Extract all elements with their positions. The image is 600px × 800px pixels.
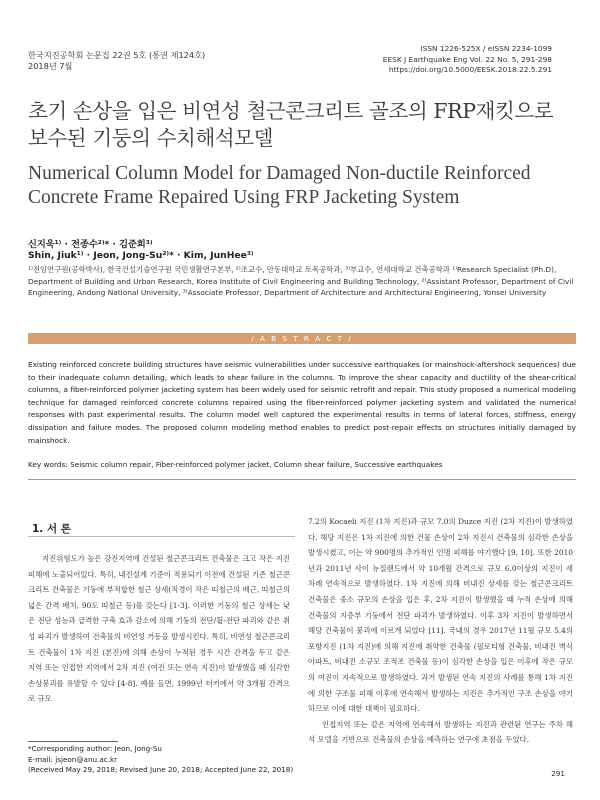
affiliations: ¹⁾전임연구원(공학박사), 한국건설기술연구원 국민생활연구본부, ²⁾조교수, 안동대학교 토목공학과, ³⁾부교수, 연세대학교 건축공학과 ¹⁾Research Specialist (Ph.D), Department of Building and Urban Research, Korea Institute of Civil Engineering and Building Technology, ²⁾Assistant Professor, Department of Civil Engineering, Andong National University, ³⁾Associate Professor, Department of Architecture and Architectural Engineering, Yonsei University xyxy=(28,265,574,298)
authors-korean: 신지욱¹⁾ · 전종수²⁾* · 김준희³⁾ xyxy=(28,239,153,250)
keywords-label: Key words: xyxy=(28,460,68,469)
page-number: 291 xyxy=(551,769,565,778)
abstract-banner xyxy=(28,333,576,344)
email: E-mail: jsjeon@anu.ac.kr xyxy=(28,754,118,764)
body-left-column xyxy=(28,551,290,707)
body-right-column xyxy=(308,514,573,748)
issn: ISSN 1226-525X / eISSN 2234-1099 xyxy=(420,44,552,53)
paragraph: 인접지역 또는 같은 지역에 연속해서 발생하는 지진과 관련된 연구는 주차 해석 모델을 기반으로 건축물의 손상을 예측하는 연구에 초점을 두었다. xyxy=(308,719,573,745)
abstract-text: Existing reinforced concrete building structures have seismic vulnerabilities under successive earthquakes (or mainshock-aftershock sequences) due to their inadequate column detailing, which leads to shear failure in the columns. To improve the shear capacity and ductility of the shear-critical columns, a fiber-reinforced polymer jacketing system has been widely used for seismic retrofit and repair. This study proposed a numerical modeling technique for damaged reinforced concrete columns repaired using the fiber-reinforced polymer jacketing system and validated the numerical responses with past experimental results. The column model well captured the experimental results in terms of lateral forces, stiffness, energy dissipation and failure modes. The proposed column modeling method enables to predict post-repair effects on structures initially damaged by mainshock. xyxy=(28,360,576,445)
divider xyxy=(28,479,576,480)
section-heading: 1. 서 론 xyxy=(32,523,71,535)
title-english: Numerical Column Model for Damaged Non-ductile Reinforced Concrete Frame Repaired Using FRP Jacketing System xyxy=(28,163,531,208)
received-dates: (Received May 29, 2018; Revised June 20, 2018; Accepted June 22, 2018) xyxy=(28,765,294,775)
footnote-divider xyxy=(28,741,118,742)
paragraph: 지진위험도가 높은 강진지역에 건설된 철근콘크리트 건축물은 크고 작은 지진 피해에 노출되어있다. 특히, 내진설계 기준이 적용되기 이전에 건설된 기존 철근콘크리트 건축물은 기둥에 부적합한 철근 상세(직경이 작은 띠철근의 배근, 띠철근의 넓은 간격 배치, 90도 띠철근 등)를 갖는다 [1-3]. 이러한 기둥의 철근 상세는 낮은 전단 성능과 급격한 구축 효과 감소에 의해 기둥의 전단/휨-전단 파괴와 같은 취성 파괴가 발생하여 건축물의 비연성 거동을 발생시킨다. 특히, 비연성 철근콘크리트 건축물이 1차 지진 (본진)에 의해 손상이 누적된 경우 시간 간격을 두고 같은 지역 또는 인접한 지역에서 2차 지진 (여진 또는 연속 지진)이 발생했을 때 심각한 손상붕괴를 유발할 수 있다 [4-8]. 예를 들면, 1999년 터키에서 약 3개월 간격으로 규모 xyxy=(28,554,290,704)
abstract-label: / A B S T R A C T / xyxy=(251,334,353,343)
title-korean: 초기 손상을 입은 비연성 철근콘크리트 골조의 FRP재킷으로 보수된 기둥의 수치해석모델 xyxy=(28,99,554,150)
section-divider xyxy=(28,536,295,537)
authors-english: Shin, Jiuk¹⁾ · Jeon, Jong-Su²⁾* · Kim, JunHee³⁾ xyxy=(28,250,254,261)
corresponding-author: *Corresponding author: Jeon, Jong-Su xyxy=(28,744,162,753)
journal-name-ko: 한국지진공학회 논문집 22권 5호 (통권 제124호) xyxy=(28,50,206,60)
journal-date-ko: 2018년 7월 xyxy=(28,61,73,71)
journal-name-en: EESK J Earthquake Eng Vol. 22 No. 5, 291-298 xyxy=(382,54,552,64)
header-journal-en xyxy=(383,44,552,76)
paragraph: 7.2의 Kocaeli 지진 (1차 지진)과 규모 7.0의 Duzce 지진 (2차 지진)이 발생하였다. 해당 지진은 1차 지진에 의한 건물 손상이 2차 지진시 건축물의 심각한 손상을 발생시켰고, 이는 약 900명의 추가적인 인명 피해를 야기했다 [9, 10]. 또한 2010년과 2011년 사이 뉴질랜드에서 약 10개월 간격으로 규모 6.0이상의 지진이 세 차례 연속적으로 발생하였다. 1차 지진에 의해 비내진 상세를 갖는 철근콘크리트 건축물은 중소 규모의 손상을 입은 후, 2차 지진이 발생했을 때 누적 손상에 의해 건축물의 지층부 기둥에서 전단 파괴가 발생하였다. 이후 3차 지진이 발생하면서 해당 건축물이 붕괴에 이르게 되었다 [11]. 국내의 경우 2017년 11월 규모 5.4의 포항지진 (1차 지진)에 의해 지진에 취약한 건축물 (필로티형 건축물, 비내진 벽식 아파트, 비내진 소규모 조적조 건축물 등)이 심각한 손상을 입은 이후에 작은 규모의 여진이 지속적으로 발생하였다. 과거 발생된 연속 지진의 사례를 통해 1차 지진에 의한 구조물 피해 이후에 연속해서 발생하는 지진은 추가적인 구조 손상을 야기하므로 이에 대한 대책이 필요하다. xyxy=(308,517,573,714)
keywords-list: Seismic column repair, Fiber-reinforced polymer jacket, Column shear failure, Successive earthquakes xyxy=(70,460,443,469)
doi-link[interactable]: https://doi.org/10.5000/EESK.2018.22.5.291 xyxy=(388,65,552,74)
footnote xyxy=(28,744,298,776)
header-journal-ko xyxy=(28,50,205,72)
keywords xyxy=(28,460,576,469)
